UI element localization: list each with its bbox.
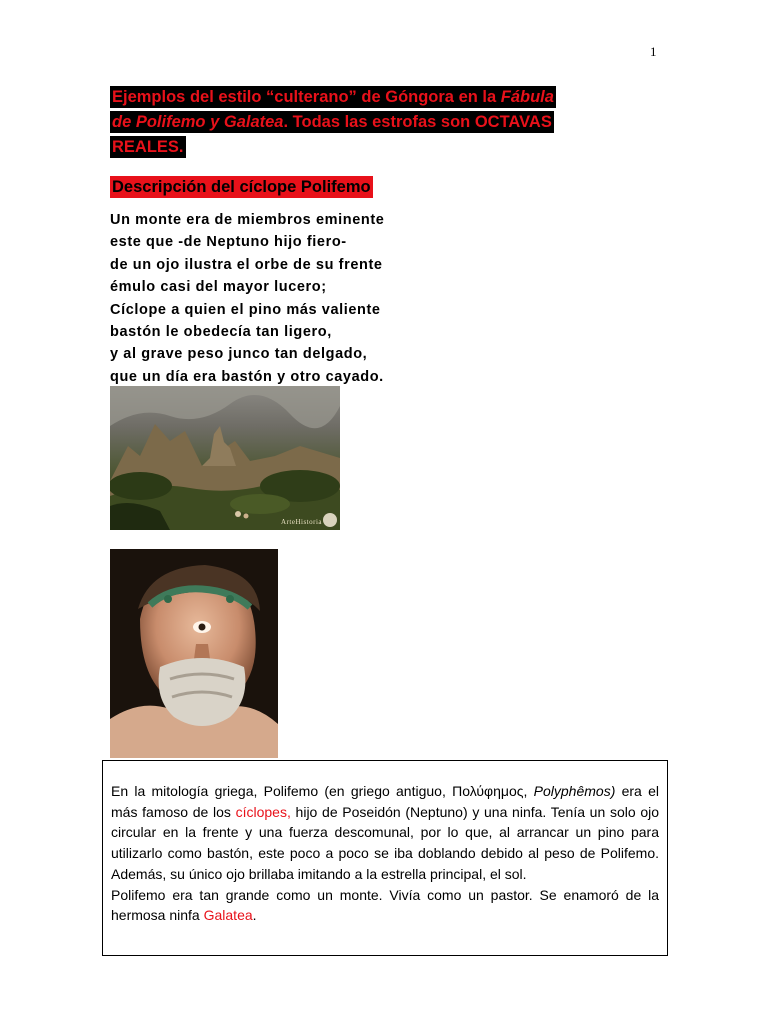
title-line-2 (110, 111, 554, 133)
info-text: hijo de Poseidón (Neptuno) y una ninfa. Tenía un solo ojo circular en la frente y una fuerza descomunal, por lo que, al arrancar un pino para utilizarlo como bastón, este poco a poco se iba doblando debido al peso de Polifemo. Además, su único ojo brillaba imitando a la estrella principal, el sol. (111, 803, 660, 882)
poem-line: de un ojo ilustra el orbe de su frente (110, 256, 383, 273)
polifemo-landscape-painting (110, 386, 340, 530)
title-italic-text: Fábula (500, 88, 554, 106)
title-line-1 (110, 86, 556, 108)
bust-illustration (110, 549, 278, 758)
poem-line: que un día era bastón y otro cayado. (110, 368, 384, 385)
section-heading: Descripción del cíclope Polifemo (112, 178, 371, 196)
info-text: Polifemo era tan grande como un monte. Vivía como un pastor. Se enamoró de la hermosa ninfa (111, 886, 659, 924)
title-line-3: REALES. (112, 138, 184, 156)
title-text: Ejemplos del estilo “culterano” de Góngora en la (112, 88, 501, 106)
info-paragraph-2 (111, 885, 659, 926)
info-text: En la mitología griega, Polifemo (en griego antiguo, Πολύφημος, (111, 783, 534, 799)
painting-illustration (110, 386, 340, 530)
poem-line: bastón le obedecía tan ligero, (110, 324, 332, 341)
poem-line: y al grave peso junco tan delgado, (110, 346, 368, 363)
info-italic-text: Polyphêmos) (533, 783, 616, 799)
page-number: 1 (650, 44, 657, 59)
document-title (110, 86, 666, 161)
polifemo-bust-painting (110, 549, 278, 758)
mythology-info-box (102, 760, 668, 956)
watermark-seal-icon (323, 513, 337, 527)
galatea-link[interactable]: Galatea (203, 907, 253, 924)
ciclopes-link[interactable]: cíclopes, (235, 803, 291, 820)
info-paragraph-1 (111, 781, 659, 885)
poem-line: émulo casi del mayor lucero; (110, 279, 327, 296)
image-watermark: ArteHistoria (281, 518, 322, 526)
poem-line: Cíclope a quien el pino más valiente (110, 301, 381, 318)
poem-line: Un monte era de miembros eminente (110, 212, 385, 228)
info-text: . (252, 907, 257, 924)
poem-line: este que -de Neptuno hijo fiero- (110, 234, 347, 251)
poem-stanza (110, 209, 384, 388)
title-italic-text: de Polifemo y Galatea (112, 113, 284, 131)
title-text: . Todas las estrofas son OCTAVAS (283, 113, 552, 131)
info-text: era el más famoso de los (111, 783, 659, 820)
